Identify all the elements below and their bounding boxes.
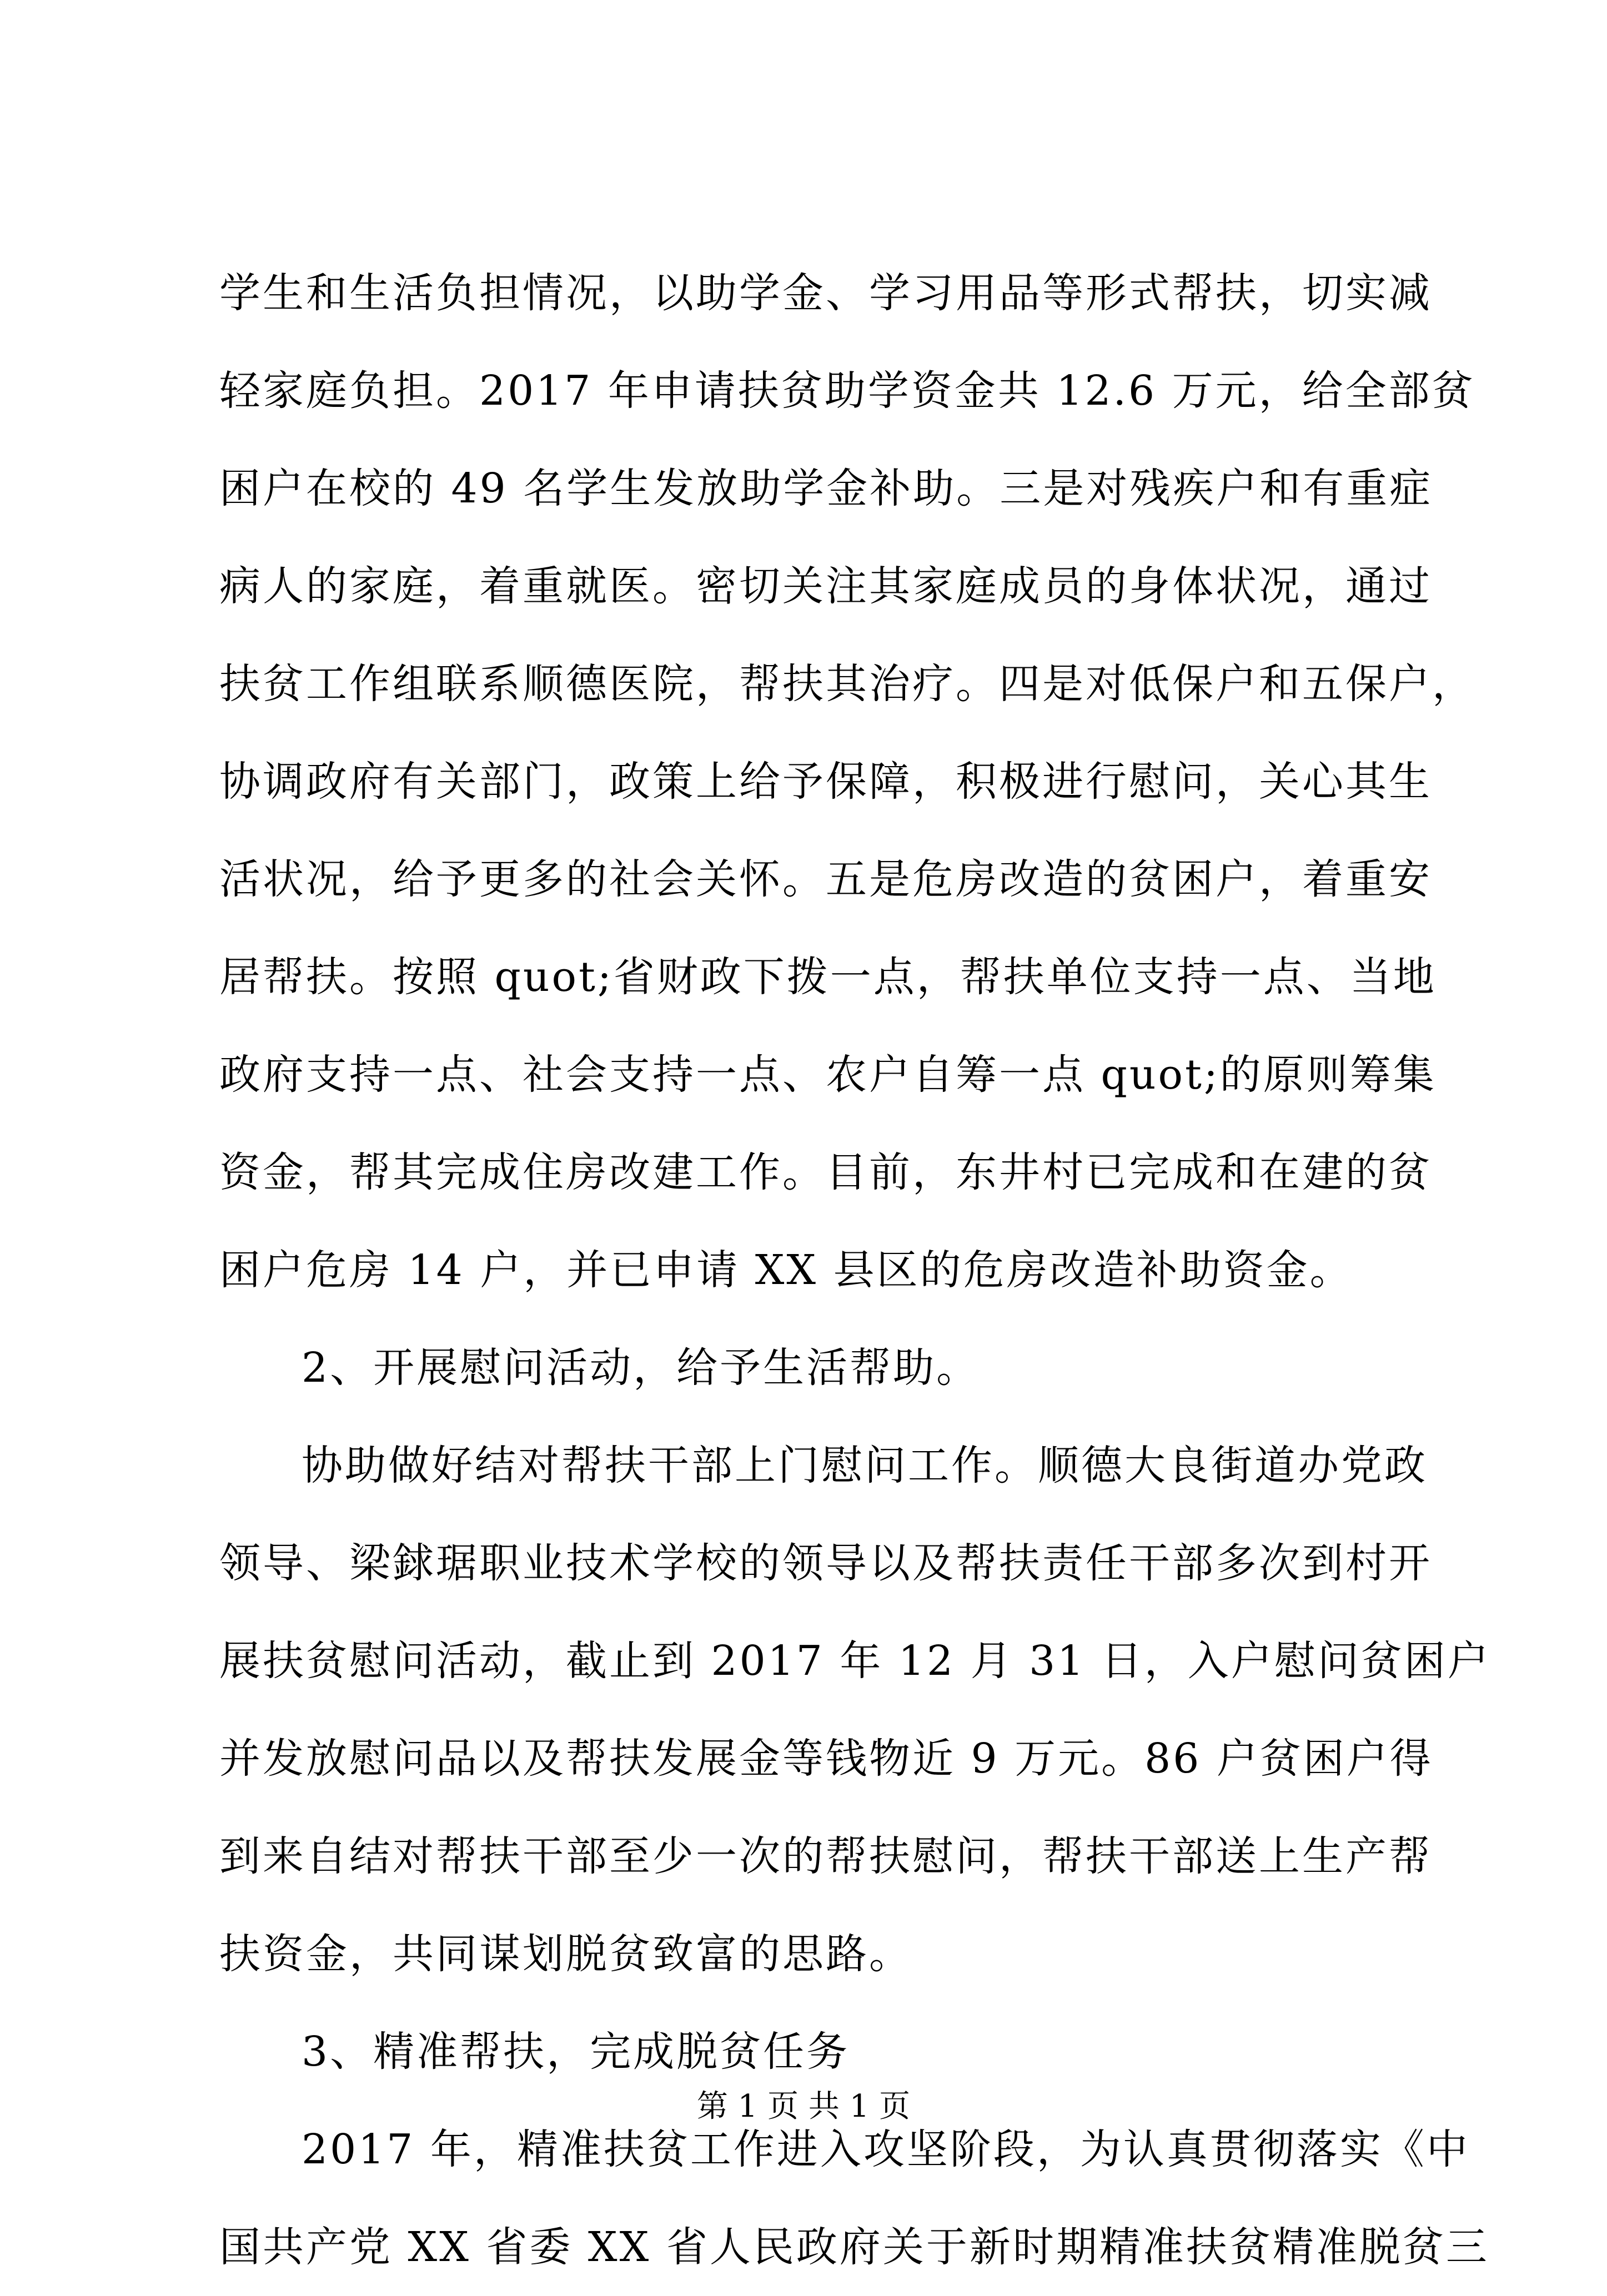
text-line: 学生和生活负担情况，以助学金、学习用品等形式帮扶，切实减	[219, 269, 1432, 317]
paragraph-first-line: 2017 年，精准扶贫工作进入攻坚阶段，为认真贯彻落实《中	[302, 2126, 1470, 2173]
page-footer: 第 1 页 共 1 页	[696, 2088, 911, 2124]
text-line: 国共产党 XX 省委 XX 省人民政府关于新时期精准扶贫精准脱贫三	[219, 2223, 1489, 2271]
document-body	[219, 244, 1491, 2296]
text-line: 困户危房 14 户，并已申请 XX 县区的危房改造补助资金。	[219, 1246, 1353, 1294]
section-heading: 2、开展慰问活动，给予生活帮助。	[302, 1344, 980, 1392]
text-line: 居帮扶。按照 quot;省财政下拨一点，帮扶单位支持一点、当地	[219, 953, 1437, 1001]
text-line: 并发放慰问品以及帮扶发展金等钱物近 9 万元。86 户贫困户得	[219, 1735, 1433, 1783]
text-line: 展扶贫慰问活动，截止到 2017 年 12 月 31 日，入户慰问贫困户	[219, 1637, 1491, 1685]
text-line: 病人的家庭，着重就医。密切关注其家庭成员的身体状况，通过	[219, 562, 1432, 610]
paragraph-first-line: 协助做好结对帮扶干部上门慰问工作。顺德大良街道办党政	[302, 1442, 1428, 1489]
text-line: 轻家庭负担。2017 年申请扶贫助学资金共 12.6 万元，给全部贫	[219, 367, 1475, 415]
text-line: 资金，帮其完成住房改建工作。目前，东井村已完成和在建的贫	[219, 1149, 1432, 1196]
text-line: 扶资金，共同谋划脱贫致富的思路。	[219, 1930, 912, 1978]
text-line: 困户在校的 49 名学生发放助学金补助。三是对残疾户和有重症	[219, 465, 1433, 512]
text-line: 活状况，给予更多的社会关怀。五是危房改造的贫困户，着重安	[219, 855, 1432, 903]
text-line: 扶贫工作组联系顺德医院，帮扶其治疗。四是对低保户和五保户，	[219, 660, 1475, 708]
text-line: 到来自结对帮扶干部至少一次的帮扶慰问，帮扶干部送上生产帮	[219, 1832, 1432, 1880]
text-line: 领导、梁銶琚职业技术学校的领导以及帮扶责任干部多次到村开	[219, 1539, 1432, 1587]
text-line: 政府支持一点、社会支持一点、农户自筹一点 quot;的原则筹集	[219, 1051, 1437, 1099]
section-heading: 3、精准帮扶，完成脱贫任务	[302, 2028, 850, 2076]
text-line: 协调政府有关部门，政策上给予保障，积极进行慰问，关心其生	[219, 758, 1432, 805]
